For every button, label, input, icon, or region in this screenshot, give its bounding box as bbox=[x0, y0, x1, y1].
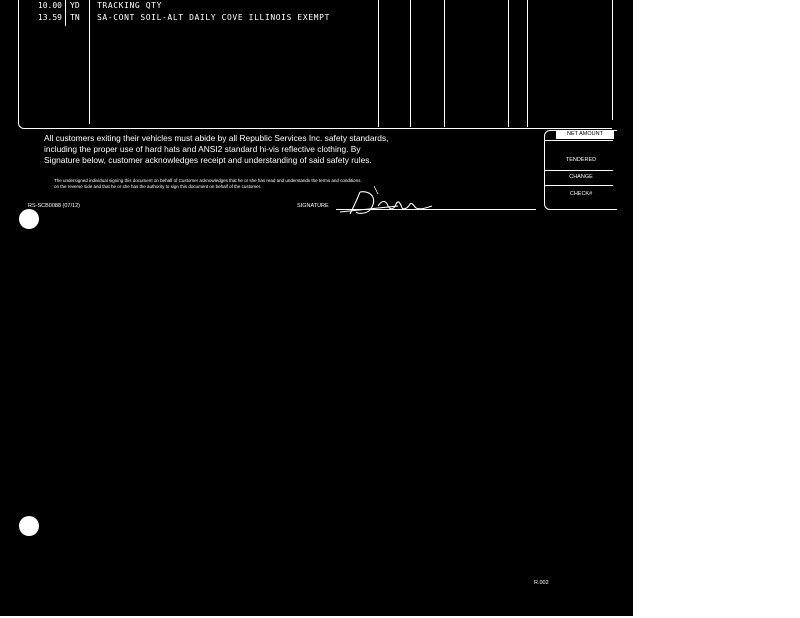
form-number: RS-SCB0088 (07/12) bbox=[28, 203, 80, 209]
check-number-label: CHECK# bbox=[569, 191, 593, 197]
safety-notice bbox=[44, 133, 544, 165]
footer-mark: R.002 bbox=[534, 580, 549, 586]
legal-line-2: on the reverse side and that he or she has the authority to sign this document on behalf of the customer. bbox=[54, 184, 262, 189]
table-bottom-border bbox=[24, 128, 612, 129]
legal-disclaimer bbox=[54, 178, 534, 190]
row-2-description: SA-CONT SOIL-ALT DAILY COVE ILLINOIS EXEMPT bbox=[97, 13, 330, 22]
legal-line-1: The undersigned individual signing this document on behalf of Customer acknowledges that he or she has read and understands the terms and conditions bbox=[54, 178, 361, 183]
handwritten-signature bbox=[338, 182, 448, 218]
column-divider bbox=[378, 0, 379, 127]
row-2-unit: TN bbox=[70, 13, 80, 22]
table-border-right bbox=[612, 0, 613, 120]
column-divider bbox=[444, 0, 445, 127]
safety-line-2: including the proper use of hard hats and ANSI2 standard hi-vis reflective clothing. By bbox=[44, 143, 361, 154]
safety-line-1: All customers exiting their vehicles must abide by all Republic Services Inc. safety standards, bbox=[44, 133, 389, 143]
punch-hole-bottom bbox=[19, 516, 39, 536]
table-border-left bbox=[18, 0, 19, 124]
column-divider bbox=[508, 0, 509, 127]
row-1-qty: 10.00 bbox=[37, 1, 62, 10]
column-divider bbox=[410, 0, 411, 127]
row-1-unit: YD bbox=[70, 1, 80, 10]
net-amount-label: NET AMOUNT bbox=[556, 130, 614, 139]
column-divider bbox=[89, 0, 90, 124]
column-divider bbox=[65, 0, 66, 26]
payment-divider bbox=[545, 185, 613, 186]
row-1-description: TRACKING QTY bbox=[97, 1, 162, 10]
change-label: CHANGE bbox=[569, 174, 593, 180]
safety-line-3: Signature below, customer acknowledges receipt and understanding of said safety rules. bbox=[44, 154, 372, 165]
punch-hole-top bbox=[19, 209, 39, 229]
column-divider bbox=[527, 0, 528, 127]
payment-divider bbox=[545, 170, 613, 171]
row-2-qty: 13.59 bbox=[37, 13, 62, 22]
signature-label: SIGNATURE bbox=[297, 203, 329, 209]
payment-divider bbox=[545, 140, 613, 141]
table-corner bbox=[18, 118, 29, 129]
tendered-label: TENDERED bbox=[565, 157, 597, 163]
